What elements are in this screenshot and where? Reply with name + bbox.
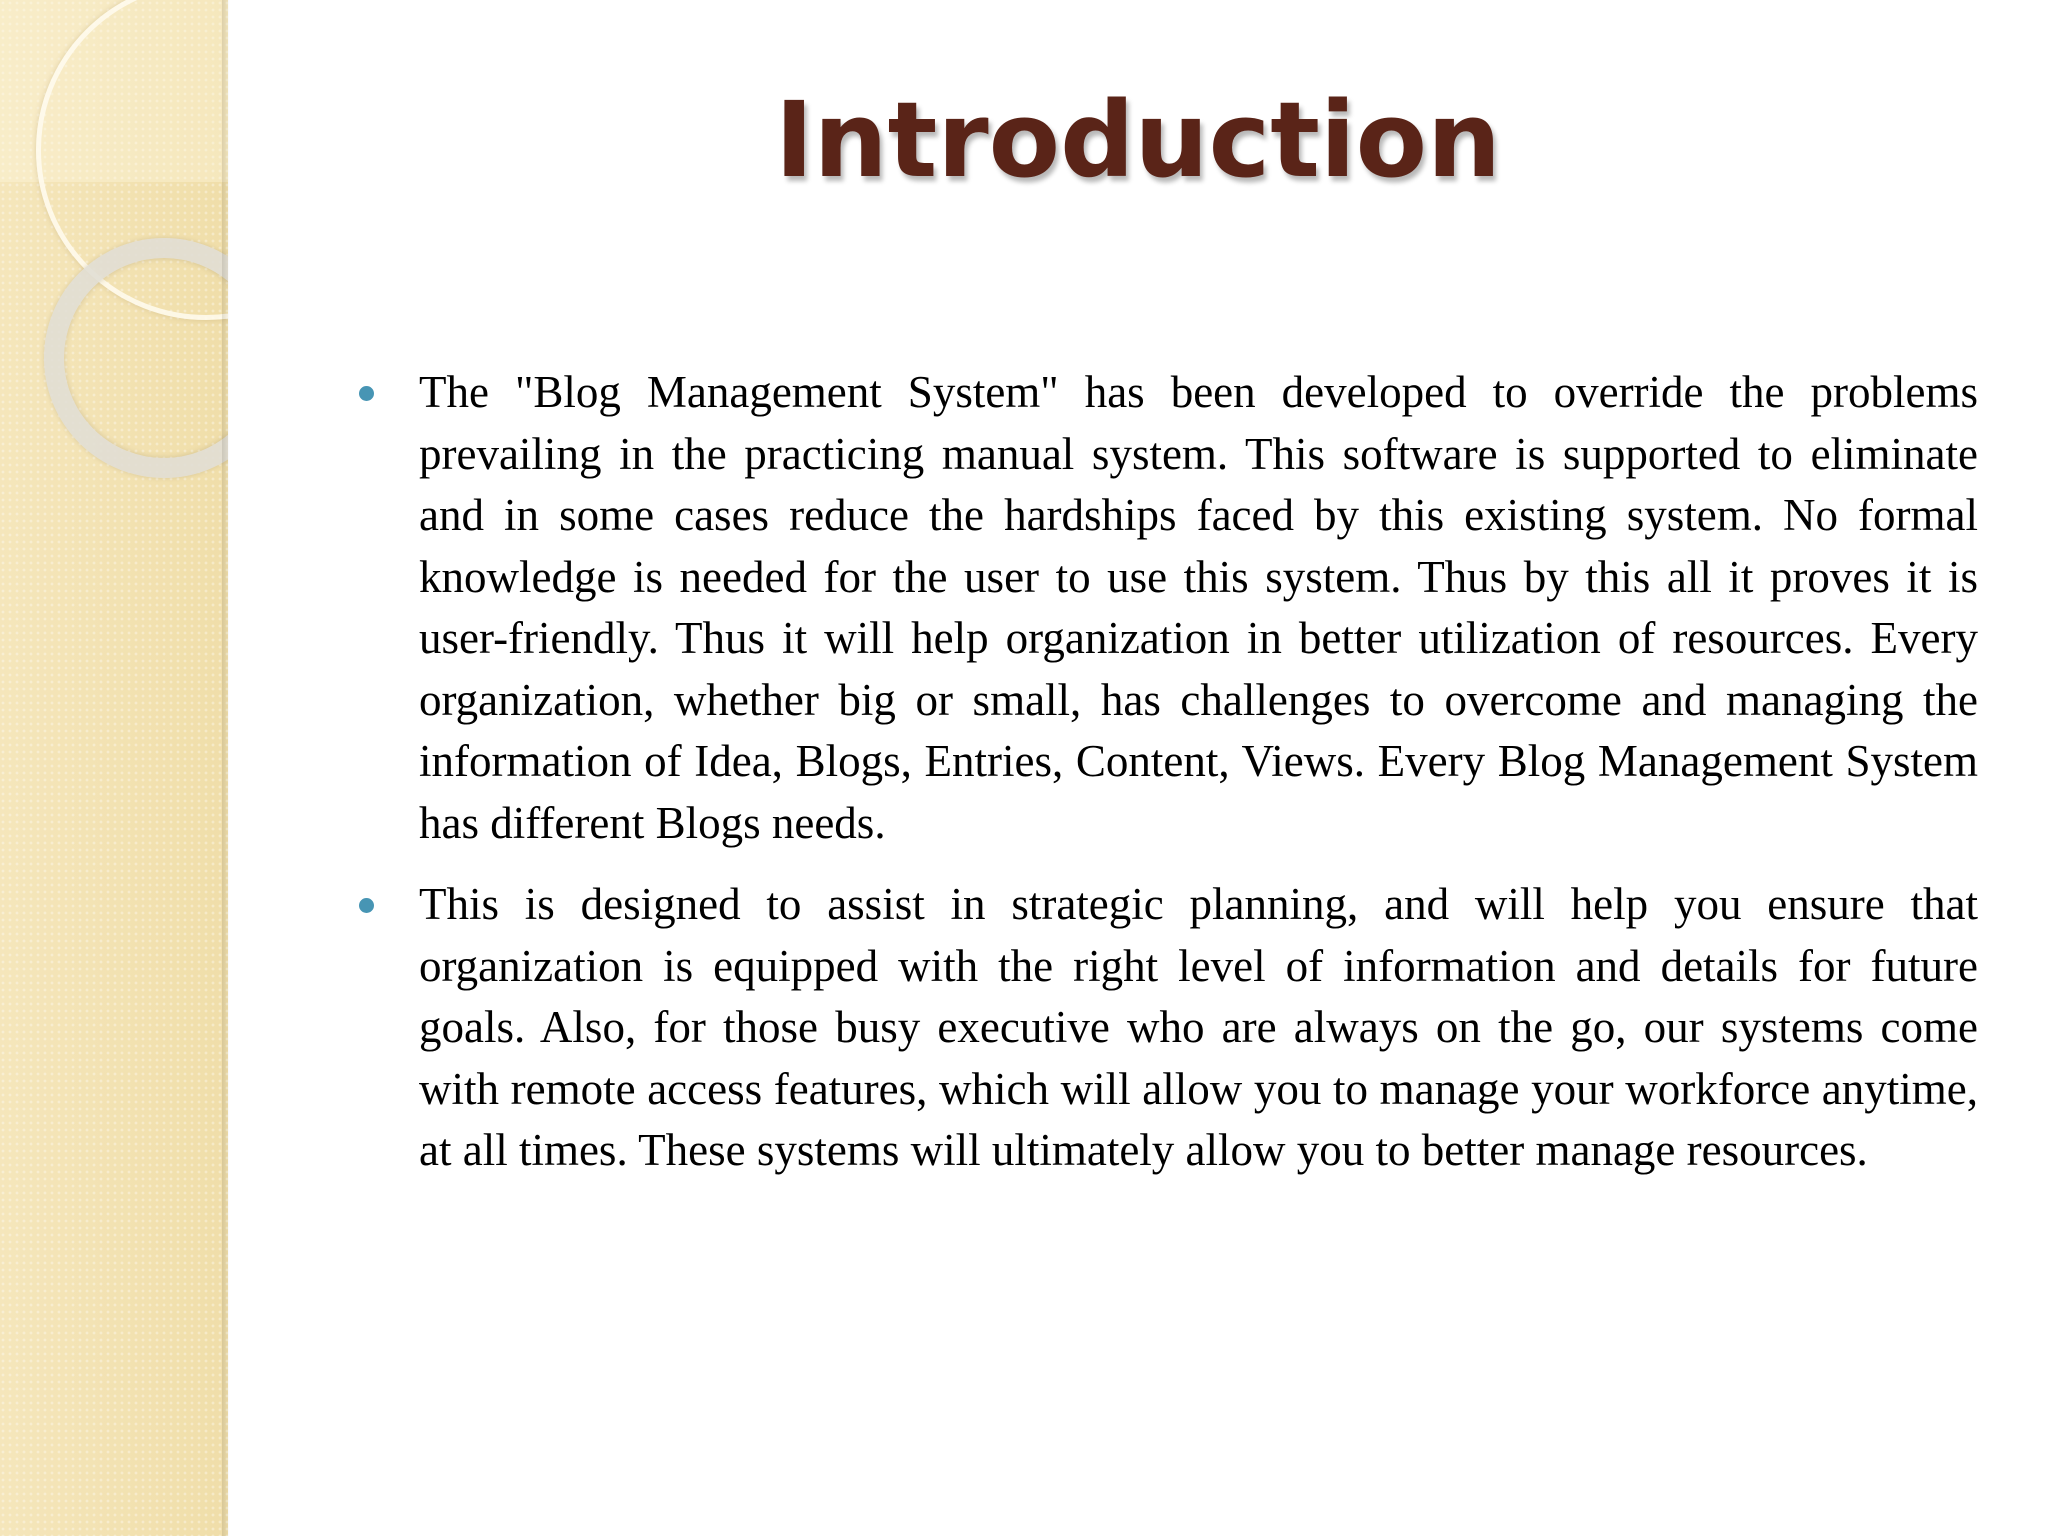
bullet-text: This is designed to assist in strategic planning, and will help you ensure that organization is equipped with the right level of information and details for future goals. Also, for those busy executive who are always on the go, our systems come with remote access features, which will allow you to manage your workforce anytime, at all times. These systems will ultimately allow you to better manage resources. — [419, 879, 1978, 1175]
bullet-list — [353, 362, 1978, 1202]
side-decor-panel — [0, 0, 228, 1536]
small-ring-decoration — [44, 238, 228, 478]
bullet-item — [353, 874, 1978, 1182]
bullet-item — [353, 362, 1978, 854]
side-panel-edge — [222, 0, 230, 1536]
dot-bullet-icon — [359, 898, 374, 913]
dot-bullet-icon — [359, 386, 374, 401]
slide-title: Introduction — [774, 79, 1502, 201]
bullet-text: The "Blog Management System" has been developed to override the problems prevailing in the practicing manual system. This software is supported to eliminate and in some cases reduce the hardships faced by this existing system. No formal knowledge is needed for the user to use this system. Thus by this all it proves it is user-friendly. Thus it will help organization in better utilization of resources. Every organization, whether big or small, has challenges to overcome and managing the information of Idea, Blogs, Entries, Content, Views. Every Blog Management System has different Blogs needs. — [419, 367, 1978, 848]
